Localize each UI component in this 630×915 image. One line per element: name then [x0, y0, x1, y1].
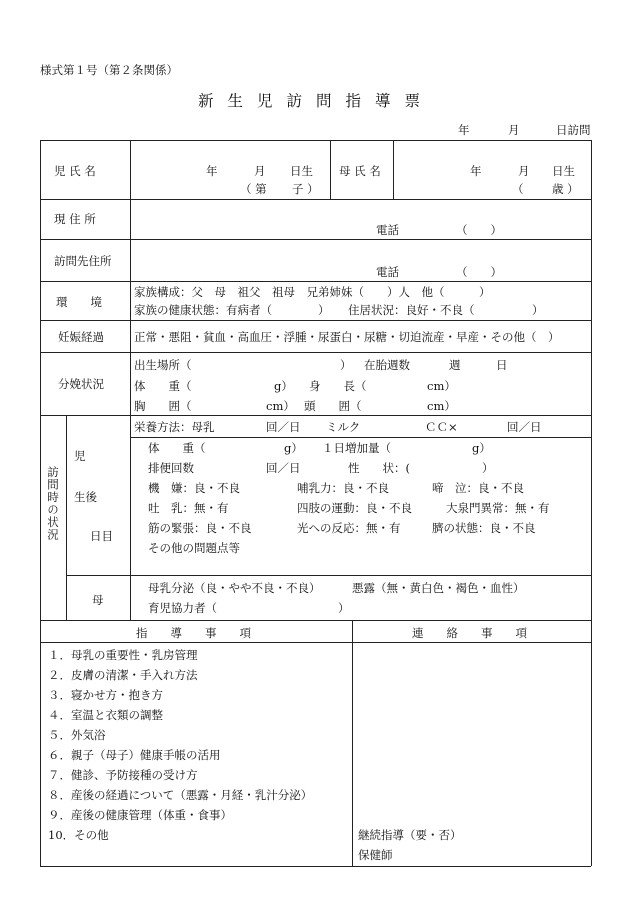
environment-label: 環 境: [56, 295, 102, 309]
tension-status: 筋の緊張：良・不良: [148, 521, 252, 535]
navel-status: 臍の状態：良・不良: [432, 521, 536, 535]
birth-weight-unit: g）: [274, 379, 293, 393]
helper-label: 育児協力者（: [148, 601, 217, 615]
other-issues: その他の問題点等: [148, 541, 240, 555]
cc-label: ＣＣ×: [425, 420, 458, 434]
continuation-guidance: 継続指導（要・否）: [358, 828, 462, 842]
child-birth-month: 月: [254, 164, 266, 178]
birth-weight-label: 体 重（: [134, 379, 192, 393]
birthplace-close: ）: [340, 358, 352, 372]
gestation-week: 週: [449, 358, 461, 372]
milk-freq: 回／日: [507, 420, 542, 434]
form-number: 様式第１号（第２条関係）: [40, 63, 178, 77]
helper-close: ）: [338, 601, 350, 615]
milk-label: ミルク: [326, 420, 361, 434]
fontanelle-status: 大泉門異常：無・有: [446, 501, 550, 515]
visit-phone-paren: （ ）: [456, 265, 502, 279]
guidance-item: ３．寝かせ方・抱き方: [48, 688, 163, 702]
public-health-nurse: 保健師: [358, 848, 393, 862]
gestation-label: 在胎週数: [364, 358, 410, 372]
sucking-status: 哺乳力：良・不良: [297, 481, 389, 495]
child-birth-day: 日生: [290, 164, 313, 178]
guidance-item: ９．産後の健康管理（体重・食事）: [48, 808, 232, 822]
birth-height-label: 身 長（: [309, 379, 367, 393]
guidance-item: ２．皮膚の清潔・手入れ方法: [48, 668, 198, 682]
child-weight-label: 体 重（: [148, 441, 206, 455]
child-order-close: 子 ）: [292, 182, 319, 196]
mother-birth-month: 月: [518, 164, 530, 178]
lactation-status: 母乳分泌（良・やや不良・不良）: [148, 581, 321, 595]
visit-day: 日訪問: [556, 123, 591, 137]
excretion-label: 排便回数: [148, 461, 194, 475]
child-section-label: 児: [74, 449, 86, 463]
delivery-label: 分娩状況: [58, 377, 104, 391]
guidance-header: 指 導 事 項: [136, 626, 251, 640]
chest-unit: cm）: [266, 399, 295, 413]
child-weight-unit: g）: [284, 441, 303, 455]
current-phone-label: 電話: [376, 223, 399, 237]
mother-name-label: 母 氏 名: [339, 164, 381, 178]
child-birth-year: 年: [206, 164, 218, 178]
mood-status: 機 嫌：良・不良: [148, 481, 240, 495]
vomit-status: 吐 乳：無・有: [148, 501, 229, 515]
mother-age-open: （: [512, 182, 524, 196]
stool-close: ）: [482, 461, 494, 475]
breast-freq: 回／日: [266, 420, 301, 434]
contact-header: 連 絡 事 項: [412, 626, 527, 640]
family-health: 家族の健康状態：有病者（ ）: [134, 303, 330, 317]
daily-gain-label: １日増加量（: [322, 441, 391, 455]
mother-birth-year: 年: [470, 164, 482, 178]
family-composition: 家族構成：父 母 祖父 祖母 兄弟姉妹（ ）人 他（ ）: [134, 285, 491, 299]
visit-phone-label: 電話: [376, 265, 399, 279]
pregnancy-course: 正常・悪阻・貧血・高血圧・浮腫・尿蛋白・尿糖・切迫流産・早産・その他（ ）: [134, 330, 560, 344]
mother-section-label: 母: [92, 593, 104, 607]
days-after-birth-label: 生後: [74, 490, 97, 504]
limbs-status: 四肢の運動：良・不良: [297, 501, 412, 515]
visit-address-label: 訪問先住所: [54, 254, 112, 268]
guidance-item: ８．産後の経過について（悪露・月経・乳汁分泌）: [48, 788, 313, 802]
page-title: 新生児訪問指導票: [198, 92, 435, 110]
pregnancy-label: 妊娠経過: [58, 330, 104, 344]
birthplace-label: 出生場所（: [134, 358, 192, 372]
child-order-open: （ 第: [240, 182, 267, 196]
mother-age-close: 歳 ）: [552, 182, 579, 196]
guidance-item: ４．室温と衣類の調整: [48, 708, 163, 722]
mother-birth-day: 日生: [552, 164, 575, 178]
head-unit: cm）: [427, 399, 456, 413]
days-label: 日目: [90, 529, 113, 543]
guidance-item: ６．親子（母子）健康手帳の活用: [48, 748, 221, 762]
guidance-item: 10．その他: [48, 828, 109, 842]
head-label: 頭 囲（: [304, 399, 362, 413]
birth-height-unit: cm）: [427, 379, 456, 393]
chest-label: 胸 囲（: [134, 399, 192, 413]
guidance-item: ７．健診、予防接種の受け方: [48, 768, 198, 782]
guidance-item: ５．外気浴: [48, 728, 106, 742]
visit-status-label: 訪問時の状況: [46, 466, 60, 541]
lochia-status: 悪露（無・黄白色・褐色・血性）: [352, 581, 525, 595]
current-phone-paren: （ ）: [456, 223, 502, 237]
stool-label: 性 状：(: [348, 461, 410, 475]
daily-gain-unit: g）: [472, 441, 491, 455]
housing-status: 住居状況：良好・不良（ ）: [348, 303, 544, 317]
child-name-label: 児 氏 名: [54, 164, 96, 178]
nutrition-method: 栄養方法：母乳: [134, 420, 215, 434]
excretion-freq: 回／日: [266, 461, 301, 475]
visit-year: 年: [458, 123, 470, 137]
light-reaction-status: 光への反応：無・有: [297, 521, 401, 535]
visit-month: 月: [508, 123, 520, 137]
guidance-item: １．母乳の重要性・乳房管理: [48, 648, 198, 662]
crying-status: 啼 泣：良・不良: [432, 481, 524, 495]
current-address-label: 現 住 所: [54, 212, 96, 226]
gestation-day: 日: [496, 358, 508, 372]
